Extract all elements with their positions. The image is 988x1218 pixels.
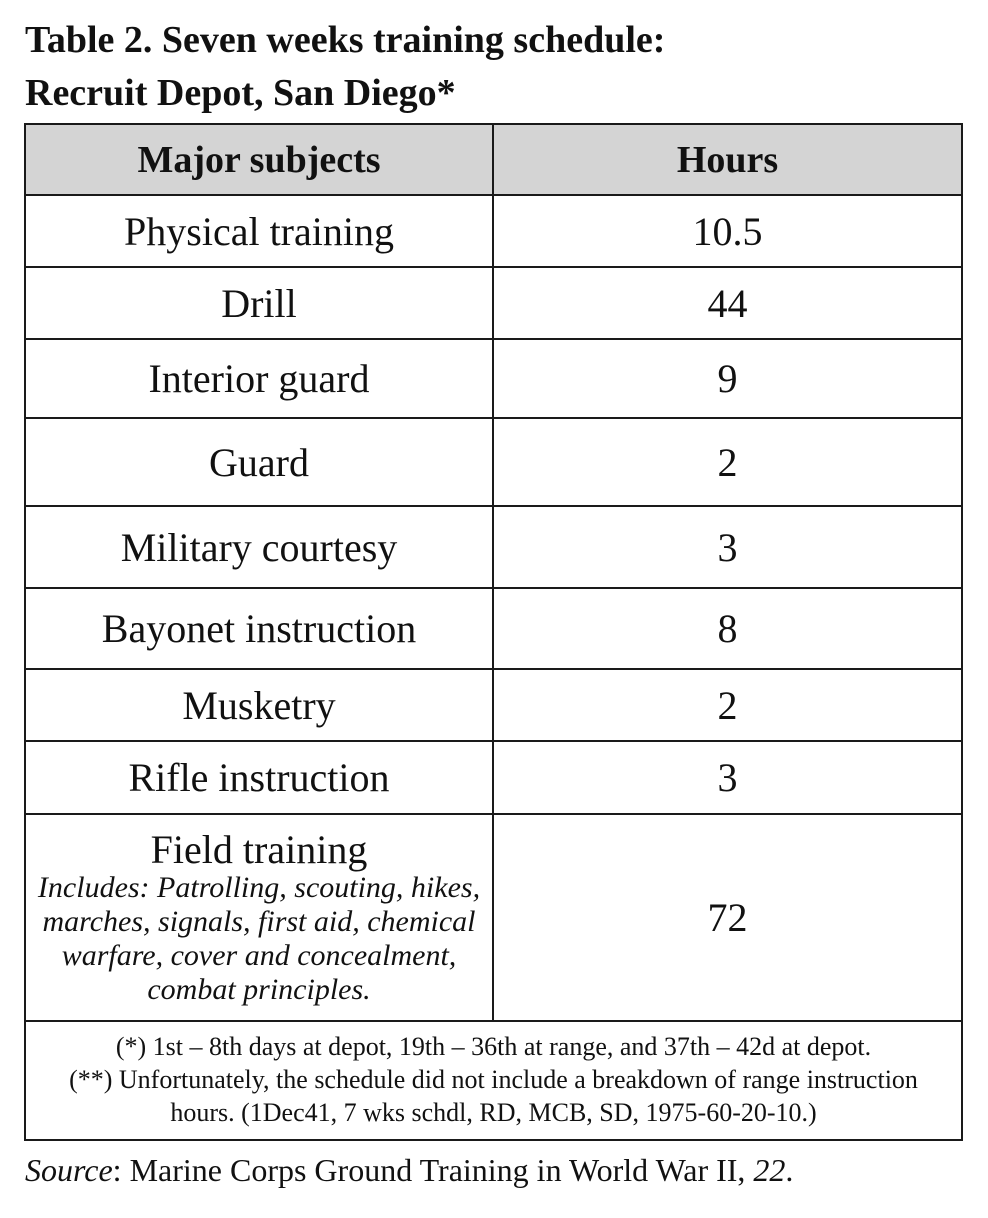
source-separator: : [112, 1152, 130, 1188]
subject-cell: Interior guard [25, 339, 493, 418]
table-row [25, 669, 962, 741]
table-title [25, 14, 965, 120]
table-header-row [25, 124, 962, 195]
subject-cell: Rifle instruction [25, 741, 493, 814]
hours-cell: 3 [493, 506, 962, 588]
training-schedule-table [24, 123, 963, 1141]
table-row [25, 741, 962, 814]
table-row [25, 418, 962, 506]
table-row [25, 195, 962, 267]
hours-cell: 3 [493, 741, 962, 814]
source-citation [25, 1150, 793, 1190]
table-title-line-1: Table 2. Seven weeks training schedule: [25, 19, 666, 61]
subject-cell: Musketry [25, 669, 493, 741]
footnotes-cell [25, 1021, 962, 1140]
subject-cell: Bayonet instruction [25, 588, 493, 669]
table-row [25, 588, 962, 669]
table-title-line-2: Recruit Depot, San Diego* [25, 72, 456, 114]
source-label: Source [25, 1152, 113, 1188]
table-row [25, 506, 962, 588]
column-header-subjects: Major subjects [25, 124, 493, 195]
subject-cell: Drill [25, 267, 493, 339]
hours-cell: 9 [493, 339, 962, 418]
table-row [25, 339, 962, 418]
hours-cell: 8 [493, 588, 962, 669]
footnote-2: (**) Unfortunately, the schedule did not include a breakdown of range instruction hours. (1Dec41, 7 wks schdl, RD, MCB, SD, 1975-60-20-10.) [69, 1065, 918, 1127]
hours-cell: 10.5 [493, 195, 962, 267]
subject-note: Includes: Patrolling, scouting, hikes, marches, signals, first aid, chemical warfare, cover and concealment, combat principles. [37, 870, 481, 1006]
table-row [25, 267, 962, 339]
source-end: . [785, 1152, 794, 1188]
subject-cell: Guard [25, 418, 493, 506]
hours-cell: 72 [493, 814, 962, 1021]
column-header-hours: Hours [493, 124, 962, 195]
footnotes-row [25, 1021, 962, 1140]
hours-cell: 2 [493, 669, 962, 741]
hours-cell: 44 [493, 267, 962, 339]
footnote-1: (*) 1st – 8th days at depot, 19th – 36th at range, and 37th – 42d at depot. [115, 1032, 872, 1061]
subject-cell [25, 814, 493, 1021]
subject-name: Field training [150, 826, 368, 872]
subject-cell: Physical training [25, 195, 493, 267]
source-text: Marine Corps Ground Training in World War II, [129, 1152, 754, 1188]
source-page: 22 [753, 1152, 786, 1188]
hours-cell: 2 [493, 418, 962, 506]
table-row [25, 814, 962, 1021]
subject-cell: Military courtesy [25, 506, 493, 588]
